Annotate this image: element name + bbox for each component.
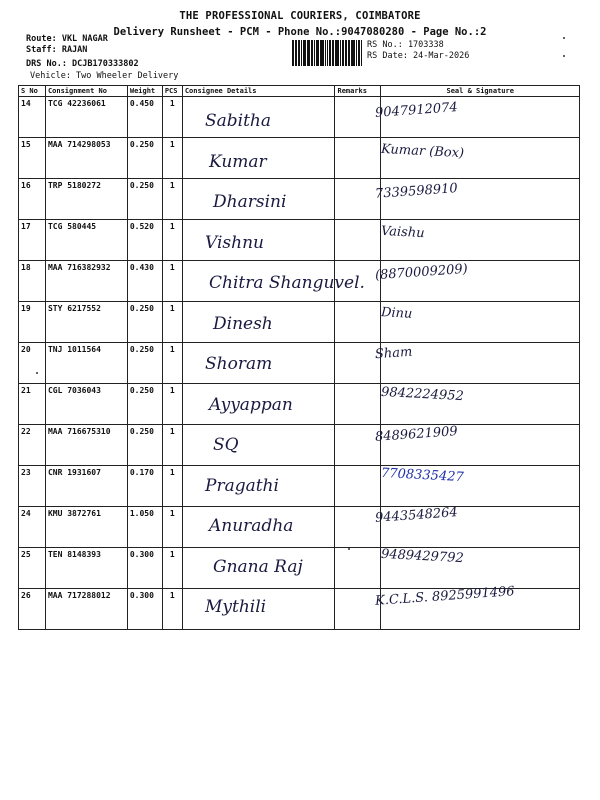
table-row — [19, 302, 580, 343]
cell-sno: 16 — [19, 179, 46, 220]
barcode-image — [292, 40, 362, 66]
handwritten-signature: Sham — [374, 344, 413, 363]
cell-consignment-no: STY 6217552 — [45, 302, 127, 343]
cell-sno: 19 — [19, 302, 46, 343]
handwritten-consignee-name: Kumar — [209, 151, 267, 172]
cell-consignment-no: TCG 42236061 — [45, 97, 127, 138]
cell-pcs: 1 — [162, 97, 182, 138]
handwritten-consignee-name: Gnana Raj — [213, 556, 303, 577]
col-header-signature: Seal & Signature — [381, 86, 580, 97]
cell-consignment-no: MAA 714298053 — [45, 138, 127, 179]
cell-remarks — [335, 179, 381, 220]
cell-sno: 20 — [19, 343, 46, 384]
cell-remarks — [335, 384, 381, 425]
handwritten-signature: 9443548264 — [374, 505, 459, 526]
col-header-remarks: Remarks — [335, 86, 381, 97]
runsheet-table — [18, 85, 580, 630]
handwritten-signature: 9047912074 — [374, 100, 459, 121]
handwritten-consignee-name: Chitra Shanguvel. — [209, 273, 365, 293]
cell-pcs: 1 — [162, 548, 182, 589]
cell-remarks — [335, 97, 381, 138]
col-header-pcs: PCS — [162, 86, 182, 97]
cell-weight: 0.250 — [127, 343, 162, 384]
cell-sno: 21 — [19, 384, 46, 425]
cell-pcs: 1 — [162, 425, 182, 466]
barcode-bar — [298, 40, 301, 66]
handwritten-consignee-name: Anuradha — [209, 516, 294, 536]
barcode-bar — [317, 40, 319, 66]
table-row — [19, 138, 580, 179]
runsheet-title: THE PROFESSIONAL COURIERS, COIMBATORE — [179, 10, 421, 22]
cell-consignment-no: MAA 716382932 — [45, 261, 127, 302]
rs-date: RS Date: 24-Mar-2026 — [367, 51, 470, 61]
barcode-bar — [311, 40, 314, 66]
barcode-bar — [361, 40, 362, 66]
cell-consignment-no: CGL 7036043 — [45, 384, 127, 425]
scan-speck — [563, 37, 565, 39]
barcode-bar — [349, 40, 350, 66]
cell-weight: 0.430 — [127, 261, 162, 302]
cell-consignment-no: CNR 1931607 — [45, 466, 127, 507]
table-row — [19, 425, 580, 466]
handwritten-signature: K.C.L.S. 8925991496 — [374, 584, 516, 609]
handwritten-consignee-name: Pragathi — [205, 475, 279, 496]
handwritten-signature: 9489429792 — [380, 546, 465, 566]
handwritten-consignee-name: SQ — [213, 435, 239, 455]
handwritten-signature: Vaishu — [380, 223, 425, 241]
handwritten-signature: 8489621909 — [374, 424, 459, 445]
cell-pcs: 1 — [162, 179, 182, 220]
cell-weight: 0.250 — [127, 302, 162, 343]
cell-sno: 25 — [19, 548, 46, 589]
handwritten-signature: Dinu — [380, 304, 413, 322]
runsheet-subtitle: Delivery Runsheet - PCM - Phone No.:9047080280 - Page No.:2 — [113, 26, 487, 38]
cell-weight: 0.450 — [127, 97, 162, 138]
table-row — [19, 507, 580, 548]
cell-sno: 24 — [19, 507, 46, 548]
cell-remarks — [335, 220, 381, 261]
cell-weight: 0.300 — [127, 589, 162, 630]
cell-pcs: 1 — [162, 589, 182, 630]
cell-pcs: 1 — [162, 466, 182, 507]
barcode-bar — [330, 40, 331, 66]
handwritten-signature: 9842224952 — [380, 384, 465, 404]
scan-speck — [348, 548, 350, 550]
handwritten-signature: (8870009209) — [374, 261, 469, 284]
cell-consignment-no: TCG 580445 — [45, 220, 127, 261]
cell-sno: 22 — [19, 425, 46, 466]
table-row — [19, 97, 580, 138]
cell-consignment-no: KMU 3872761 — [45, 507, 127, 548]
handwritten-consignee-name: Sabitha — [205, 111, 272, 131]
barcode-bar — [336, 40, 339, 66]
handwritten-consignee-name: Dinesh — [213, 313, 273, 334]
route-label: Route: VKL NAGAR — [26, 34, 108, 44]
staff-label: Staff: RAJAN — [26, 45, 88, 55]
cell-consignment-no: TNJ 1011564 — [45, 343, 127, 384]
cell-weight: 0.250 — [127, 179, 162, 220]
cell-sno: 23 — [19, 466, 46, 507]
cell-sno: 18 — [19, 261, 46, 302]
handwritten-consignee-name: Shoram — [205, 354, 273, 374]
scan-speck — [36, 372, 38, 374]
cell-weight: 1.050 — [127, 507, 162, 548]
cell-pcs: 1 — [162, 302, 182, 343]
cell-pcs: 1 — [162, 138, 182, 179]
table-row — [19, 343, 580, 384]
cell-pcs: 1 — [162, 384, 182, 425]
cell-pcs: 1 — [162, 220, 182, 261]
cell-sno: 14 — [19, 97, 46, 138]
cell-weight: 0.300 — [127, 548, 162, 589]
cell-consignment-no: TEN 8148393 — [45, 548, 127, 589]
handwritten-consignee-name: Mythili — [205, 597, 267, 617]
cell-pcs: 1 — [162, 343, 182, 384]
cell-weight: 0.250 — [127, 425, 162, 466]
barcode-bar — [292, 40, 294, 66]
col-header-consignment: Consignment No — [45, 86, 127, 97]
col-header-sno: S No — [19, 86, 46, 97]
barcode-bar — [343, 40, 344, 66]
table-row — [19, 179, 580, 220]
cell-sno: 26 — [19, 589, 46, 630]
cell-sno: 15 — [19, 138, 46, 179]
cell-consignee — [182, 425, 335, 466]
handwritten-signature: 7339598910 — [374, 181, 459, 202]
cell-remarks — [335, 548, 381, 589]
cell-weight: 0.170 — [127, 466, 162, 507]
cell-weight: 0.520 — [127, 220, 162, 261]
cell-consignment-no: MAA 717288012 — [45, 589, 127, 630]
col-header-consignee: Consignee Details — [182, 86, 335, 97]
cell-weight: 0.250 — [127, 138, 162, 179]
handwritten-signature: Kumar (Box) — [380, 141, 465, 161]
cell-remarks — [335, 466, 381, 507]
cell-weight: 0.250 — [127, 384, 162, 425]
table-row — [19, 384, 580, 425]
rs-number: RS No.: 1703338 — [367, 40, 444, 50]
col-header-weight: Weight — [127, 86, 162, 97]
handwritten-consignee-name: Ayyappan — [209, 394, 293, 415]
drs-number: DRS No.: DCJB170333802 — [26, 59, 139, 69]
barcode-bar — [305, 40, 306, 66]
cell-sno: 17 — [19, 220, 46, 261]
table-row — [19, 466, 580, 507]
barcode-bar — [325, 40, 326, 66]
barcode-bar — [356, 40, 358, 66]
cell-remarks — [335, 302, 381, 343]
cell-pcs: 1 — [162, 507, 182, 548]
vehicle-label: Vehicle: Two Wheeler Delivery — [30, 71, 179, 81]
cell-remarks — [335, 138, 381, 179]
cell-consignment-no: MAA 716675310 — [45, 425, 127, 466]
scan-speck — [563, 55, 565, 57]
table-header-row — [19, 86, 580, 97]
cell-consignment-no: TRP 5180272 — [45, 179, 127, 220]
handwritten-consignee-name: Dharsini — [213, 192, 287, 212]
cell-pcs: 1 — [162, 261, 182, 302]
handwritten-consignee-name: Vishnu — [205, 232, 264, 253]
table-row — [19, 220, 580, 261]
handwritten-signature: 7708335427 — [380, 465, 465, 485]
